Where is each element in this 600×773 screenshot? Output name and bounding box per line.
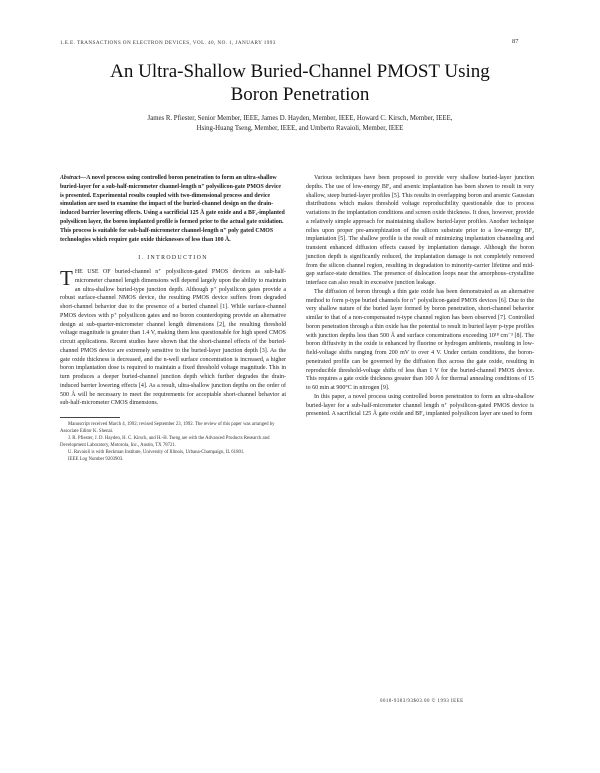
footnote-divider <box>60 417 120 418</box>
footnote-received: Manuscript received March 4, 1992; revised September 23, 1992. The review of this paper was arranged by Associate Editor K. Shenai. <box>60 422 275 435</box>
paper-title <box>40 60 560 106</box>
authors-line-1: James R. Pfiester, Senior Member, IEEE, James D. Hayden, Member, IEEE, Howard C. Kirsch, Member, IEEE, <box>147 115 453 122</box>
title-line-1: An Ultra-Shallow Buried-Channel PMOST Using <box>110 61 490 82</box>
body-paragraph-techniques: Various techniques have been proposed to provide very shallow buried-layer junction depths. The use of low-energy BF₂ and arsenic implantation has been shown to result in very shallow, steep buried-layer profiles [5]. This results in overlapping boron and arsenic Gaussian distributions which makes threshold voltage reproducibility questionable due to process variations in the implantation conditions and screen oxide thickness. It does, however, provide a relatively simple approach for maintaining shallow buried-layer profiles. Another technique relies upon proper pre-amorphization of the silicon substrate prior to a low-energy BF₂ implantation [5]. The shallow profile is the result of minimizing implantation channeling and transient enhanced diffusion effects caused by implantation damage. Although the boron junction depth is significantly reduced, the implantation damage is not completely removed from the silicon channel region, resulting in degradation to minority-carrier lifetime and mid-gap surface-state densities. The presence of dislocation loops near the amorphous–crystalline interface can also result in excessive junction leakage. <box>306 175 534 286</box>
footnote-log-number: IEEE Log Number 9203903. <box>68 457 124 463</box>
running-header: 1.E.E. TRANSACTIONS ON ELECTRON DEVICES, VOL. 40, NO. 1, JANUARY 1993 <box>60 40 276 46</box>
drop-cap: T <box>60 266 73 291</box>
abstract-lead: Abstract— <box>60 175 87 181</box>
body-paragraph-this-paper: In this paper, a novel process using controlled boron penetration to form an ultra-shallow buried-layer for a sub-half-micrometer channel length n⁺ polysilicon-gated PMOS device is presented. A sacrificial 125 Å gate oxide and BF₂ implanted polysilicon layer are used to form <box>306 393 534 418</box>
footnote-affiliation-1: J. R. Pfiester, J. D. Hayden, H. C. Kirsch, and H.-H. Tseng are with the Advanced Products Research and Development Laboratory, Motorola, Inc., Austin, TX 78721. <box>60 436 270 449</box>
title-line-2: Boron Penetration <box>230 84 370 105</box>
footnote-affiliation-2: U. Ravaioli is with Beckman Institute, University of Illinois, Urbana-Champaign, IL 61801. <box>68 450 245 456</box>
left-column <box>60 174 286 463</box>
abstract-text: A novel process using controlled boron penetration to form an ultra-shallow buried-layer for a sub-half-micrometer channel-length n⁺ polysilicon-gate PMOS device is presented. Experimental results coupled with two-dimensional process and device simulation are used to examine the impact of the buried-channel design on the drain-induced barrier lowering effects. Using a sacrificial 125 Å gate oxide and a BF₂-implanted polysilicon layer, the boron implanted profile is formed prior to the actual gate oxidation. This process is suitable for sub-half-micrometer channel-length n⁺ poly gated CMOS technologies which require gate oxide thicknesses of less than 100 Å. <box>60 175 285 243</box>
author-list <box>70 114 530 134</box>
abstract <box>60 174 286 244</box>
intro-paragraph-1 <box>60 268 286 408</box>
authors-line-2: Hsing-Huang Tseng, Member, IEEE, and Umberto Ravaioli, Member, IEEE <box>196 124 404 132</box>
page-number: 87 <box>512 38 519 45</box>
section-heading-introduction: I. INTRODUCTION <box>138 255 208 262</box>
right-column <box>306 174 534 419</box>
body-paragraph-diffusion: The diffusion of boron through a thin gate oxide has been demonstrated as an alternative method to form p-type buried channels for n⁺ polysilicon-gated PMOS devices [6]. Due to the very shallow nature of the buried layer formed by boron penetration, short-channel behavior similar to that of a non-compensated n-type channel region has been observed [7]. Controlled boron penetration through a thin oxide has the potential to result in buried layer p-type profiles with junction depths less than 500 Å and surface concentrations exceeding 10¹⁸ cm⁻³ [8]. The boron diffusivity in the oxide is enhanced by fluorine or hydrogen ambients, resulting in low-field-voltage shifts ranging from 200 mV to over 4 V. Under certain conditions, the boron-penetrated profile can be governed by the diffusion flux across the gate oxide, resulting in reproducible threshold-voltage shifts of less than 1 V for the buried-channel PMOS device. This requires a gate oxide thickness greater than 100 Å for thermal annealing conditions of 15 to 60 min at 900°C in nitrogen [9]. <box>306 288 534 391</box>
footnotes <box>60 421 286 463</box>
intro-paragraph-1-text: HE USE OF buried-channel n⁺ polysilicon-gated PMOS devices as sub-half-micrometer channel length dimensions will depend largely upon the ability to maintain an ultra-shallow buried-type junction depth. Although p⁺ polysilicon gates provide a robust surface-channel NMOS device, the resulting PMOS device suffers from degraded short-channel behavior due to the presence of a buried channel [1]. While surface-channel PMOS devices with p⁺ polysilicon gates and no boron counterdoping provide an alternative design at sub-quarter-micrometer channel length dimensions [2], the resulting threshold voltage magnitude is greater than 1.4 V, making them less questionable for high speed CMOS circuit applications. Recent studies have shown that the short-channel effects of the buried-channel PMOS device are extremely sensitive to the buried-layer junction depth [3]. As the gate oxide thickness is decreased, and the n-well surface concentration is increased, a higher boron implantation dose is required to maintain a fixed threshold voltage magnitude. This in turn produces a deeper buried-channel junction depth which further degrades the drain-induced barrier lowering effects [4]. As a result, ultra-shallow junction depths on the order of 500 Å will be necessary to meet the requirements for acceptable short-channel behavior at sub-half-micrometer CMOS dimensions. <box>60 269 286 407</box>
copyright-code: 0018-9383/93$03.00 © 1993 IEEE <box>380 699 464 704</box>
